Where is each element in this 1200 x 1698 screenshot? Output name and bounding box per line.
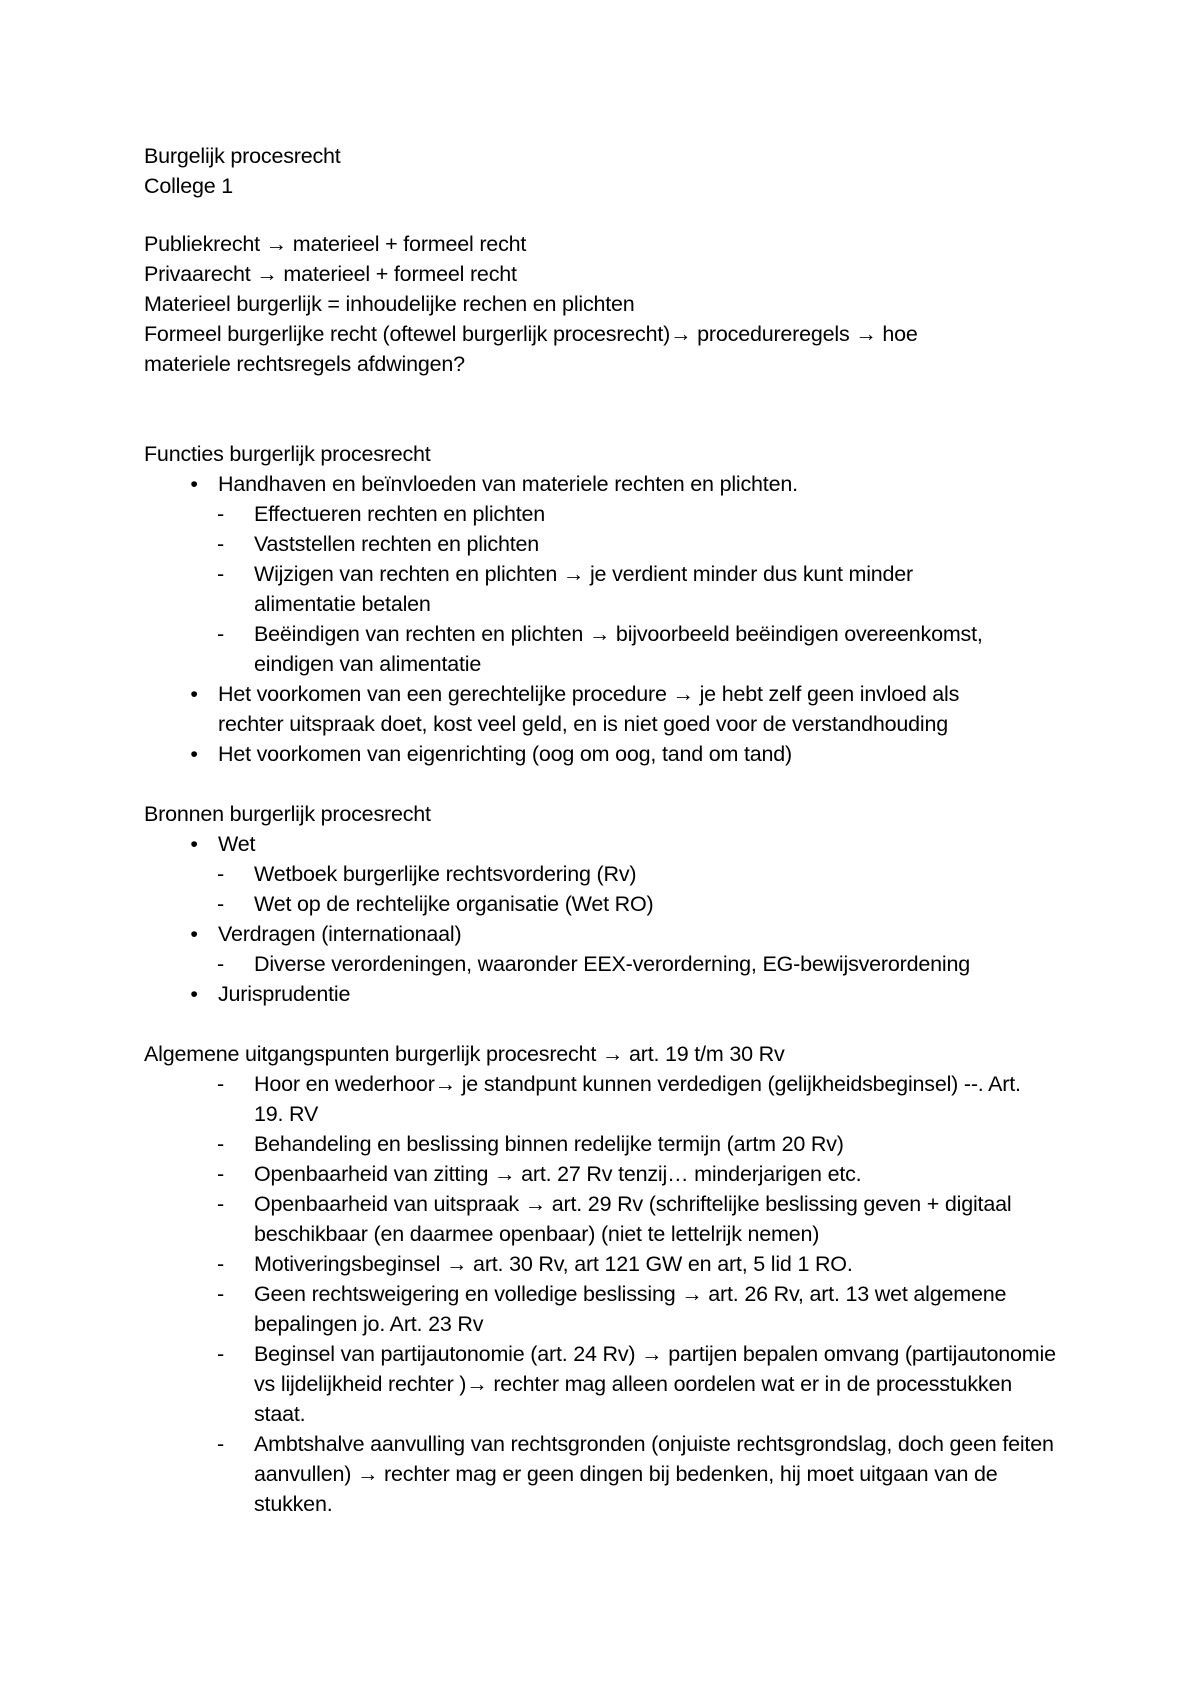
bullet-icon: • (190, 742, 198, 766)
uitgangspunten-list (144, 1069, 1084, 1519)
list-item: - Beginsel van partijautonomie (art. 24 Rv) → partijen bepalen omvang (partijautonomie vs lijdelijkheid rechter )→ rechter mag alleen oordelen wat er in de processtukken staat. (254, 1339, 1064, 1429)
dash-icon: - (217, 1252, 224, 1276)
list-item (144, 469, 1084, 679)
sub-list (218, 859, 1084, 919)
dash-icon: - (217, 1432, 224, 1456)
bullet-icon: • (190, 922, 198, 946)
section-heading-uitgangspunten: Algemene uitgangspunten burgerlijk procesrecht → art. 19 t/m 30 Rv (144, 1042, 785, 1066)
sub-list-item: - Vaststellen rechten en plichten (254, 529, 1084, 559)
dash-icon: - (217, 1282, 224, 1306)
dash-icon: - (217, 532, 224, 556)
intro-line: Publiekrecht → materieel + formeel recht (144, 232, 527, 256)
dash-icon: - (217, 1192, 224, 1216)
list-item: - Hoor en wederhoor→ je standpunt kunnen verdedigen (gelijkheidsbeginsel) --. Art. 19. RV (254, 1069, 1054, 1129)
bullet-icon: • (190, 472, 198, 496)
bullet-text: Wet (218, 832, 256, 856)
sub-list (218, 499, 1084, 679)
sub-list-item: - Effectueren rechten en plichten (254, 499, 1084, 529)
bullet-icon: • (190, 982, 198, 1006)
bullet-text: Jurisprudentie (218, 982, 351, 1006)
list-item (144, 979, 1084, 1009)
dash-icon: - (217, 1342, 224, 1366)
list-item (144, 679, 1008, 739)
dash-icon: - (217, 892, 224, 916)
dash-icon: - (217, 562, 224, 586)
bullet-text: Het voorkomen van een gerechtelijke procedure → je hebt zelf geen invloed als rechter uitspraak doet, kost veel geld, en is niet goed voor de verstandhouding (218, 682, 960, 736)
list-item: - Openbaarheid van zitting → art. 27 Rv tenzij… minderjarigen etc. (254, 1159, 1084, 1189)
dash-icon: - (217, 622, 224, 646)
bullet-icon: • (190, 682, 198, 706)
list-item: - Geen rechtsweigering en volledige beslissing → art. 26 Rv, art. 13 wet algemene bepalingen jo. Art. 23 Rv (254, 1279, 1054, 1339)
list-item (144, 739, 1084, 769)
sub-list-item: - Diverse verordeningen, waaronder EEX-verorderning, EG-bewijsverordening (254, 949, 1084, 979)
list-item: - Behandeling en beslissing binnen redelijke termijn (artm 20 Rv) (254, 1129, 1084, 1159)
bullet-text: Verdragen (internationaal) (218, 922, 462, 946)
intro-line: Formeel burgerlijke recht (oftewel burgerlijk procesrecht)→ procedureregels → hoe materiele rechtsregels afdwingen? (144, 322, 918, 376)
sub-list-item: - Wet op de rechtelijke organisatie (Wet RO) (254, 889, 1084, 919)
sub-list (218, 949, 1084, 979)
list-item: - Motiveringsbeginsel → art. 30 Rv, art 121 GW en art, 5 lid 1 RO. (254, 1249, 1084, 1279)
sub-list-item: - Wetboek burgerlijke rechtsvordering (Rv) (254, 859, 1084, 889)
dash-icon: - (217, 502, 224, 526)
dash-icon: - (217, 1132, 224, 1156)
list-item (144, 829, 1084, 919)
list-item: - Openbaarheid van uitspraak → art. 29 Rv (schriftelijke beslissing geven + digitaal beschikbaar (en daarmee openbaar) (niet te lettelrijk nemen) (254, 1189, 1064, 1249)
intro-line: Materieel burgerlijk = inhoudelijke rechen en plichten (144, 292, 635, 316)
sub-list-item: - Beëindigen van rechten en plichten → bijvoorbeeld beëindigen overeenkomst, eindigen van alimentatie (254, 619, 1044, 679)
document-title: Burgelijk procesrecht (144, 144, 341, 168)
dash-icon: - (217, 862, 224, 886)
intro-line: Privaarecht → materieel + formeel recht (144, 262, 517, 286)
document-body (144, 141, 1084, 1519)
dash-icon: - (217, 1072, 224, 1096)
section-heading-bronnen: Bronnen burgerlijk procesrecht (144, 802, 431, 826)
bullet-text: Het voorkomen van eigenrichting (oog om oog, tand om tand) (218, 742, 793, 766)
list-item (144, 919, 1084, 979)
bullet-text: Handhaven en beïnvloeden van materiele rechten en plichten. (218, 472, 798, 496)
bronnen-list (144, 829, 1084, 1009)
list-item: - Ambtshalve aanvulling van rechtsgronden (onjuiste rechtsgrondslag, doch geen feiten aanvullen) → rechter mag er geen dingen bij bedenken, hij moet uitgaan van de stukken. (254, 1429, 1054, 1519)
bullet-icon: • (190, 832, 198, 856)
functies-list (144, 469, 1084, 769)
document-subtitle: College 1 (144, 174, 234, 198)
dash-icon: - (217, 1162, 224, 1186)
dash-icon: - (217, 952, 224, 976)
sub-list-item: - Wijzigen van rechten en plichten → je verdient minder dus kunt minder alimentatie betalen (254, 559, 954, 619)
section-heading-functies: Functies burgerlijk procesrecht (144, 442, 431, 466)
